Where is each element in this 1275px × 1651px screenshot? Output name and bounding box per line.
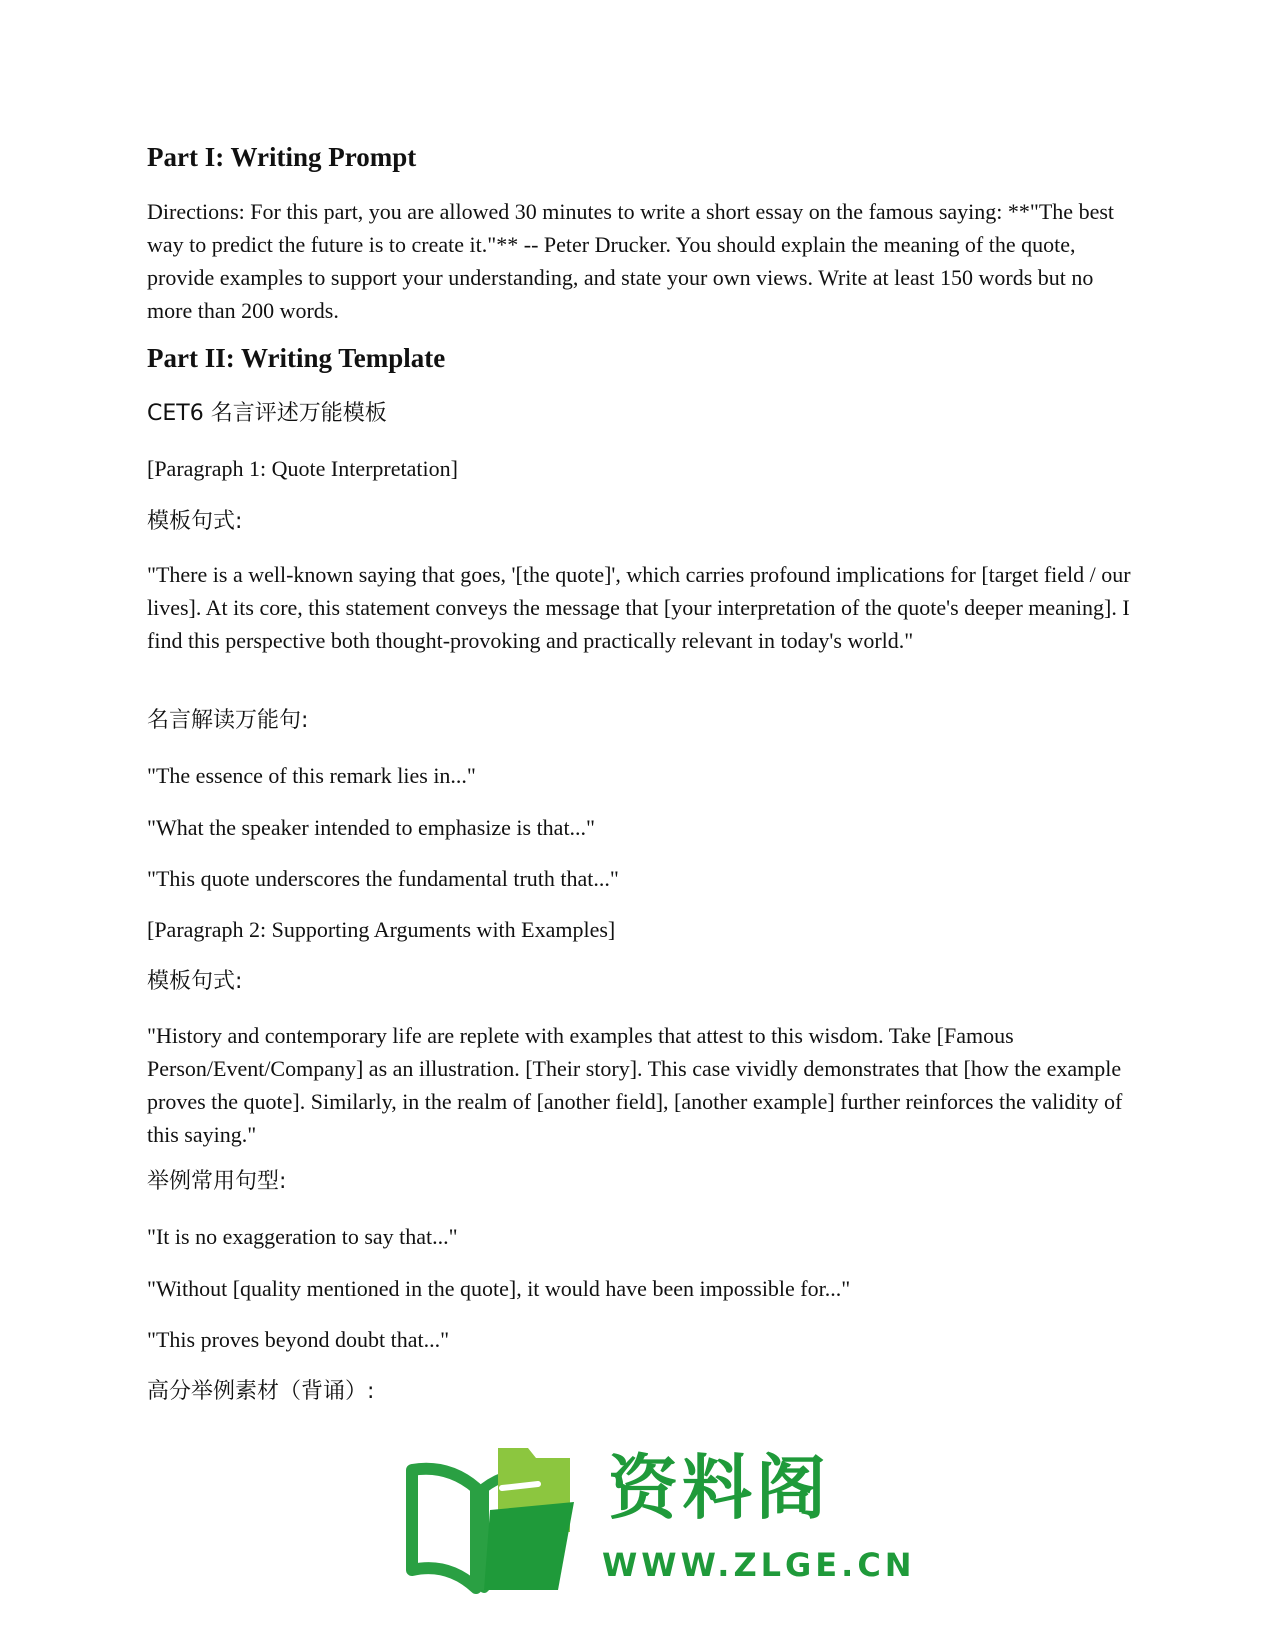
watermark-logo xyxy=(398,1440,916,1610)
paragraph2-useful-label: 举例常用句型: xyxy=(147,1169,287,1194)
paragraph2-sentence-2: "Without [quality mentioned in the quote], it would have been impossible for..." xyxy=(147,1276,851,1301)
part1-heading: Part I: Writing Prompt xyxy=(147,142,417,172)
part1-directions: Directions: For this part, you are allowed 30 minutes to write a short essay on the famous saying: **"The best way to predict the future is to create it."** -- Peter Drucker. You should explain the meaning of the quote, provide examples to support your understanding, and state your own views. Write at least 150 words but no more than 200 words. xyxy=(147,199,1115,323)
watermark-title: 资料阁 xyxy=(608,1447,830,1529)
paragraph1-pattern-text: "There is a well-known saying that goes, '[the quote]', which carries profound implications for [target field / our lives]. At its core, this statement conveys the message that [your interpretation of the quote's deeper meaning]. I find this perspective both thought-provoking and practically relevant in today's world." xyxy=(147,562,1131,653)
part2-heading: Part II: Writing Template xyxy=(147,343,446,373)
paragraph2-pattern-label: 模板句式: xyxy=(147,969,243,994)
open-book-folder-icon xyxy=(398,1440,598,1600)
paragraph1-pattern-label: 模板句式: xyxy=(147,509,243,534)
paragraph2-sentence-3: "This proves beyond doubt that..." xyxy=(147,1327,450,1352)
template-title: CET6 名言评述万能模板 xyxy=(147,401,387,426)
paragraph2-pattern-text: "History and contemporary life are replete with examples that attest to this wisdom. Take [Famous Person/Event/Company] as an illustration. [Their story]. This case vividly demonstrates that [how the example proves the quote]. Similarly, in the realm of [another field], [another example] further reinforces the validity of this saying." xyxy=(147,1023,1123,1147)
paragraph2-label: [Paragraph 2: Supporting Arguments with Examples] xyxy=(147,917,616,942)
paragraph1-useful-label: 名言解读万能句: xyxy=(147,708,309,733)
paragraph1-sentence-2: "What the speaker intended to emphasize is that..." xyxy=(147,815,596,840)
paragraph2-sentence-1: "It is no exaggeration to say that..." xyxy=(147,1224,458,1249)
paragraph1-sentence-3: "This quote underscores the fundamental truth that..." xyxy=(147,866,619,891)
paragraph1-sentence-1: "The essence of this remark lies in..." xyxy=(147,763,476,788)
watermark-url: WWW.ZLGE.CN xyxy=(602,1546,916,1584)
paragraph2-material-label: 高分举例素材（背诵）: xyxy=(147,1379,375,1404)
paragraph1-label: [Paragraph 1: Quote Interpretation] xyxy=(147,456,458,481)
